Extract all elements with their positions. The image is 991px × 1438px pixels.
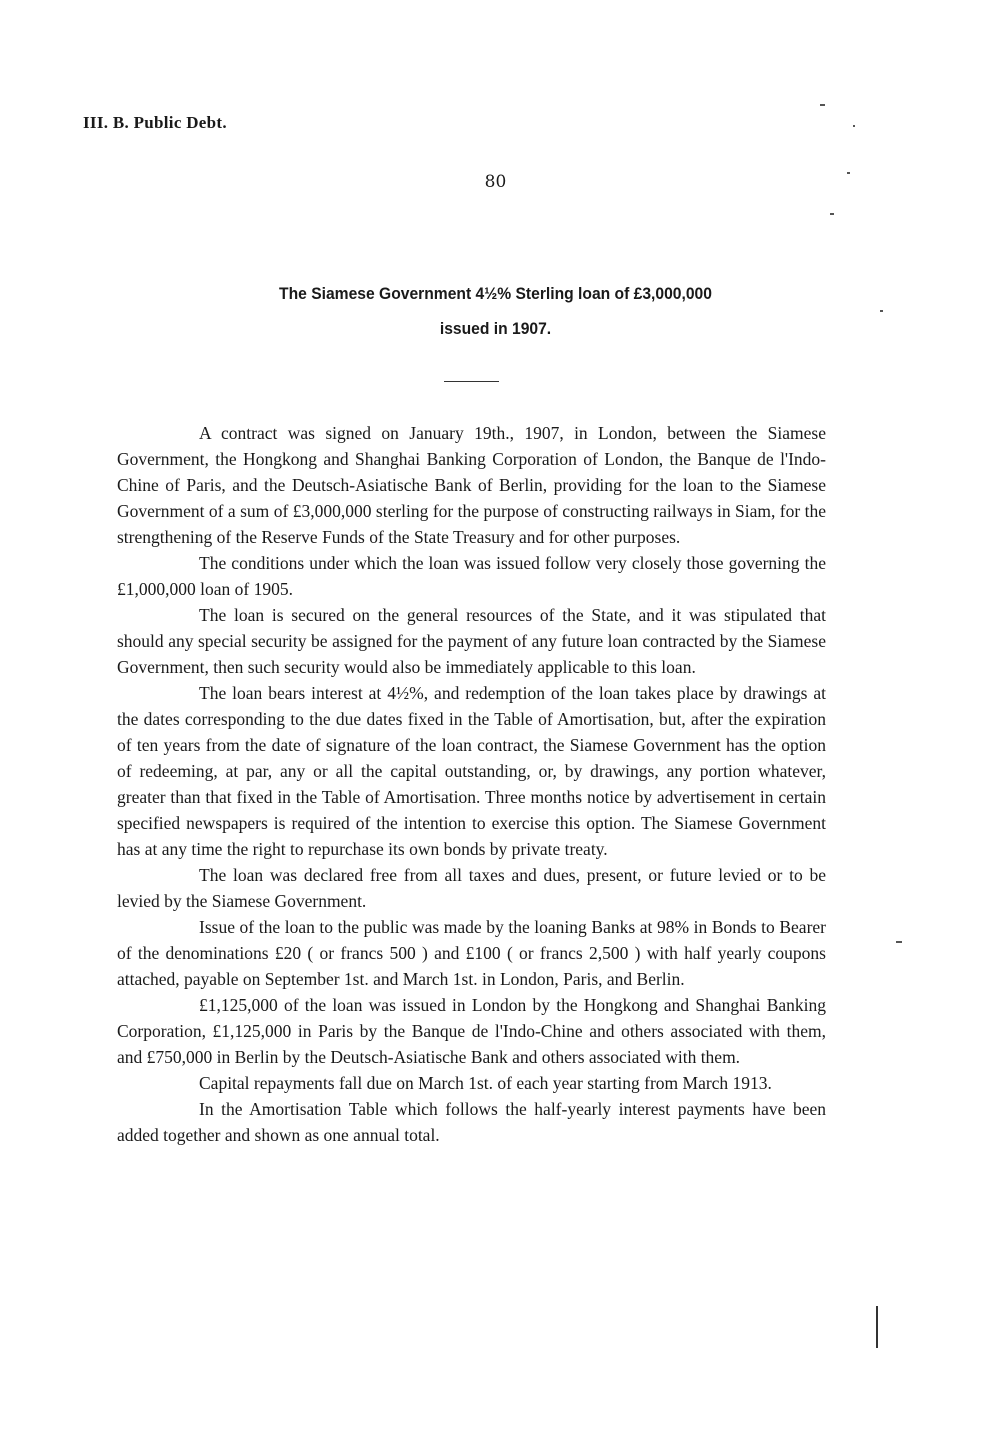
scan-speck — [853, 125, 855, 127]
title-divider — [444, 381, 499, 382]
paragraph: Issue of the loan to the public was made by the loaning Banks at 98% in Bonds to Bearer of the denominations £20 ( or francs 500 ) and £100 ( or francs 2,500 ) with half yearly coupons attached, payable on September 1st. and March 1st. in London, Paris, and Berlin. — [117, 917, 826, 989]
scan-edge-mark — [876, 1306, 878, 1348]
scan-speck — [830, 213, 834, 215]
title-line-1: The Siamese Government 4½% Sterling loan of £3,000,000 — [279, 284, 712, 303]
title-line-2: issued in 1907. — [439, 319, 552, 338]
paragraph: The loan bears interest at 4½%, and redemption of the loan takes place by drawings at the dates corresponding to the due dates fixed in the Table of Amortisation, but, after the expiration of ten years from the date of signature of the loan contract, the Siamese Government has the option of redeeming, at par, any or all the capital outstanding, or, by drawings, any portion whatever, greater than that fixed in the Table of Amortisation. Three months notice by advertisement in certain specified newspapers is required of the intention to exercise this option. The Siamese Government has at any time the right to repurchase its own bonds by private treaty. — [117, 683, 826, 859]
paragraph: The loan was declared free from all taxes and dues, present, or future levied or to be levied by the Siamese Government. — [117, 865, 826, 911]
paragraph: A contract was signed on January 19th., 1907, in London, between the Siamese Government, the Hongkong and Shanghai Banking Corporation of London, the Banque de l'Indo-Chine of Paris, and the Deutsch-Asiatische Bank of Berlin, providing for the loan to the Siamese Government of a sum of £3,000,000 sterling for the purpose of constructing railways in Siam, for the strengthening of the Reserve Funds of the State Treasury and for other purposes. — [117, 423, 826, 547]
scan-speck — [896, 941, 902, 943]
scan-speck — [880, 310, 883, 312]
paragraph: In the Amortisation Table which follows the half-yearly interest payments have been added together and shown as one annual total. — [117, 1099, 826, 1145]
page-number: 80 — [484, 172, 507, 192]
scan-speck — [820, 104, 825, 106]
body-text — [117, 420, 826, 1148]
section-label: III. B. Public Debt. — [83, 113, 227, 132]
paragraph: Capital repayments fall due on March 1st. of each year starting from March 1913. — [199, 1073, 772, 1093]
paragraph: £1,125,000 of the loan was issued in London by the Hongkong and Shanghai Banking Corporation, £1,125,000 in Paris by the Banque de l'Indo-Chine and others associated with them, and £750,000 in Berlin by the Deutsch-Asiatische Bank and others associated with them. — [117, 995, 826, 1067]
document-title — [40, 276, 952, 346]
scan-speck — [847, 172, 850, 174]
paragraph: The conditions under which the loan was issued follow very closely those governing the £1,000,000 loan of 1905. — [117, 553, 826, 599]
paragraph: The loan is secured on the general resources of the State, and it was stipulated that should any special security be assigned for the payment of any future loan contracted by the Siamese Government, then such security would also be immediately applicable to this loan. — [117, 605, 826, 677]
